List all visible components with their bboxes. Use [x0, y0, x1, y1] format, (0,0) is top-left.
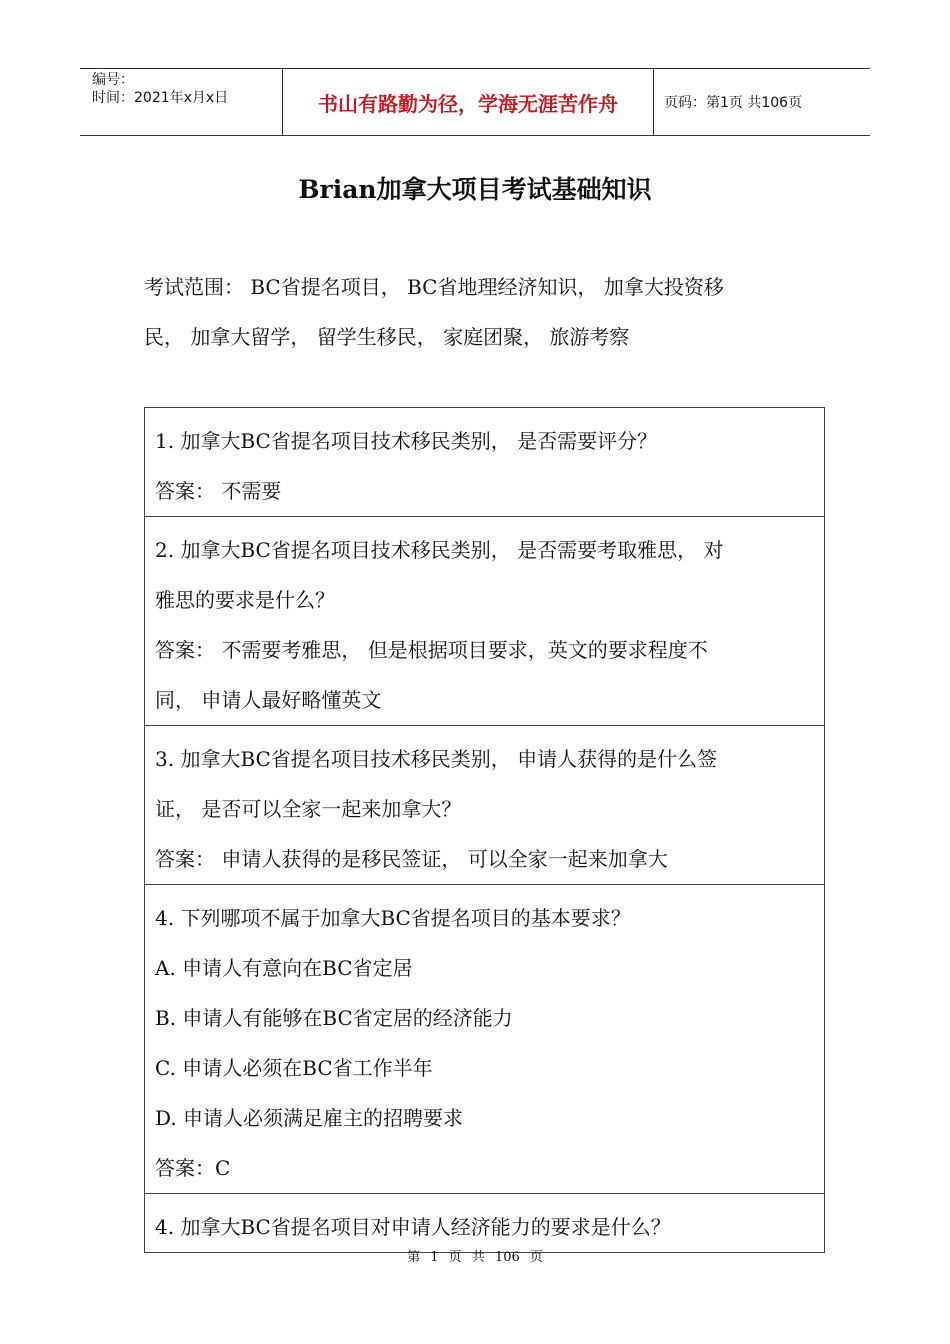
scope-line: 民， 加拿大留学， 留学生移民， 家庭团聚， 旅游考察: [144, 325, 630, 349]
scope-line: 考试范围： BC省提名项目， BC省地理经济知识， 加拿大投资移: [144, 275, 724, 299]
table-row: [145, 726, 825, 885]
option-text: B. 申请人有能够在BC省定居的经济能力: [155, 1006, 513, 1030]
page-footer: 第 1 页 共 106 页: [407, 1250, 543, 1265]
option-text: C. 申请人必须在BC省工作半年: [155, 1056, 433, 1080]
question-text: 3. 加拿大BC省提名项目技术移民类别， 申请人获得的是什么签: [155, 747, 718, 771]
table-row: [145, 408, 825, 517]
question-text: 1. 加拿大BC省提名项目技术移民类别， 是否需要评分？: [155, 429, 658, 453]
qa-cell: [145, 517, 825, 726]
question-text: 4. 加拿大BC省提名项目对申请人经济能力的要求是什么？: [155, 1215, 671, 1239]
option-text: D. 申请人必须满足雇主的招聘要求: [155, 1106, 464, 1130]
question-text: 2. 加拿大BC省提名项目技术移民类别， 是否需要考取雅思， 对: [155, 538, 724, 562]
qa-cell: [145, 726, 825, 885]
answer-text: 答案：C: [155, 1156, 231, 1180]
header-page-info: 页码：第1页 共106页: [664, 95, 803, 111]
table-row: [145, 885, 825, 1194]
qa-cell: [145, 1194, 825, 1253]
question-text: 雅思的要求是什么？: [155, 588, 335, 612]
exam-scope: [144, 262, 824, 362]
date-label: 时间：2021年x月x日: [92, 90, 229, 106]
qa-cell: [145, 885, 825, 1194]
question-text: 4. 下列哪项不属于加拿大BC省提名项目的基本要求？: [155, 906, 631, 930]
document-header: [80, 68, 870, 136]
table-row: [145, 517, 825, 726]
option-text: A. 申请人有意向在BC省定居: [155, 956, 413, 980]
answer-text: 同， 申请人最好略懂英文: [155, 688, 382, 712]
qa-table: [144, 407, 825, 1253]
header-motto: 书山有路勤为径，学海无涯苦作舟: [282, 69, 654, 135]
answer-text: 答案： 不需要: [155, 479, 282, 503]
number-label: 编号：: [92, 72, 134, 88]
question-text: 证， 是否可以全家一起来加拿大？: [155, 797, 462, 821]
answer-text: 答案： 不需要考雅思， 但是根据项目要求，英文的要求程度不: [155, 638, 708, 662]
qa-cell: [145, 408, 825, 517]
table-row: [145, 1194, 825, 1253]
answer-text: 答案： 申请人获得的是移民签证， 可以全家一起来加拿大: [155, 847, 668, 871]
header-meta: [80, 69, 282, 135]
document-title: Brian加拿大项目考试基础知识: [298, 175, 652, 204]
